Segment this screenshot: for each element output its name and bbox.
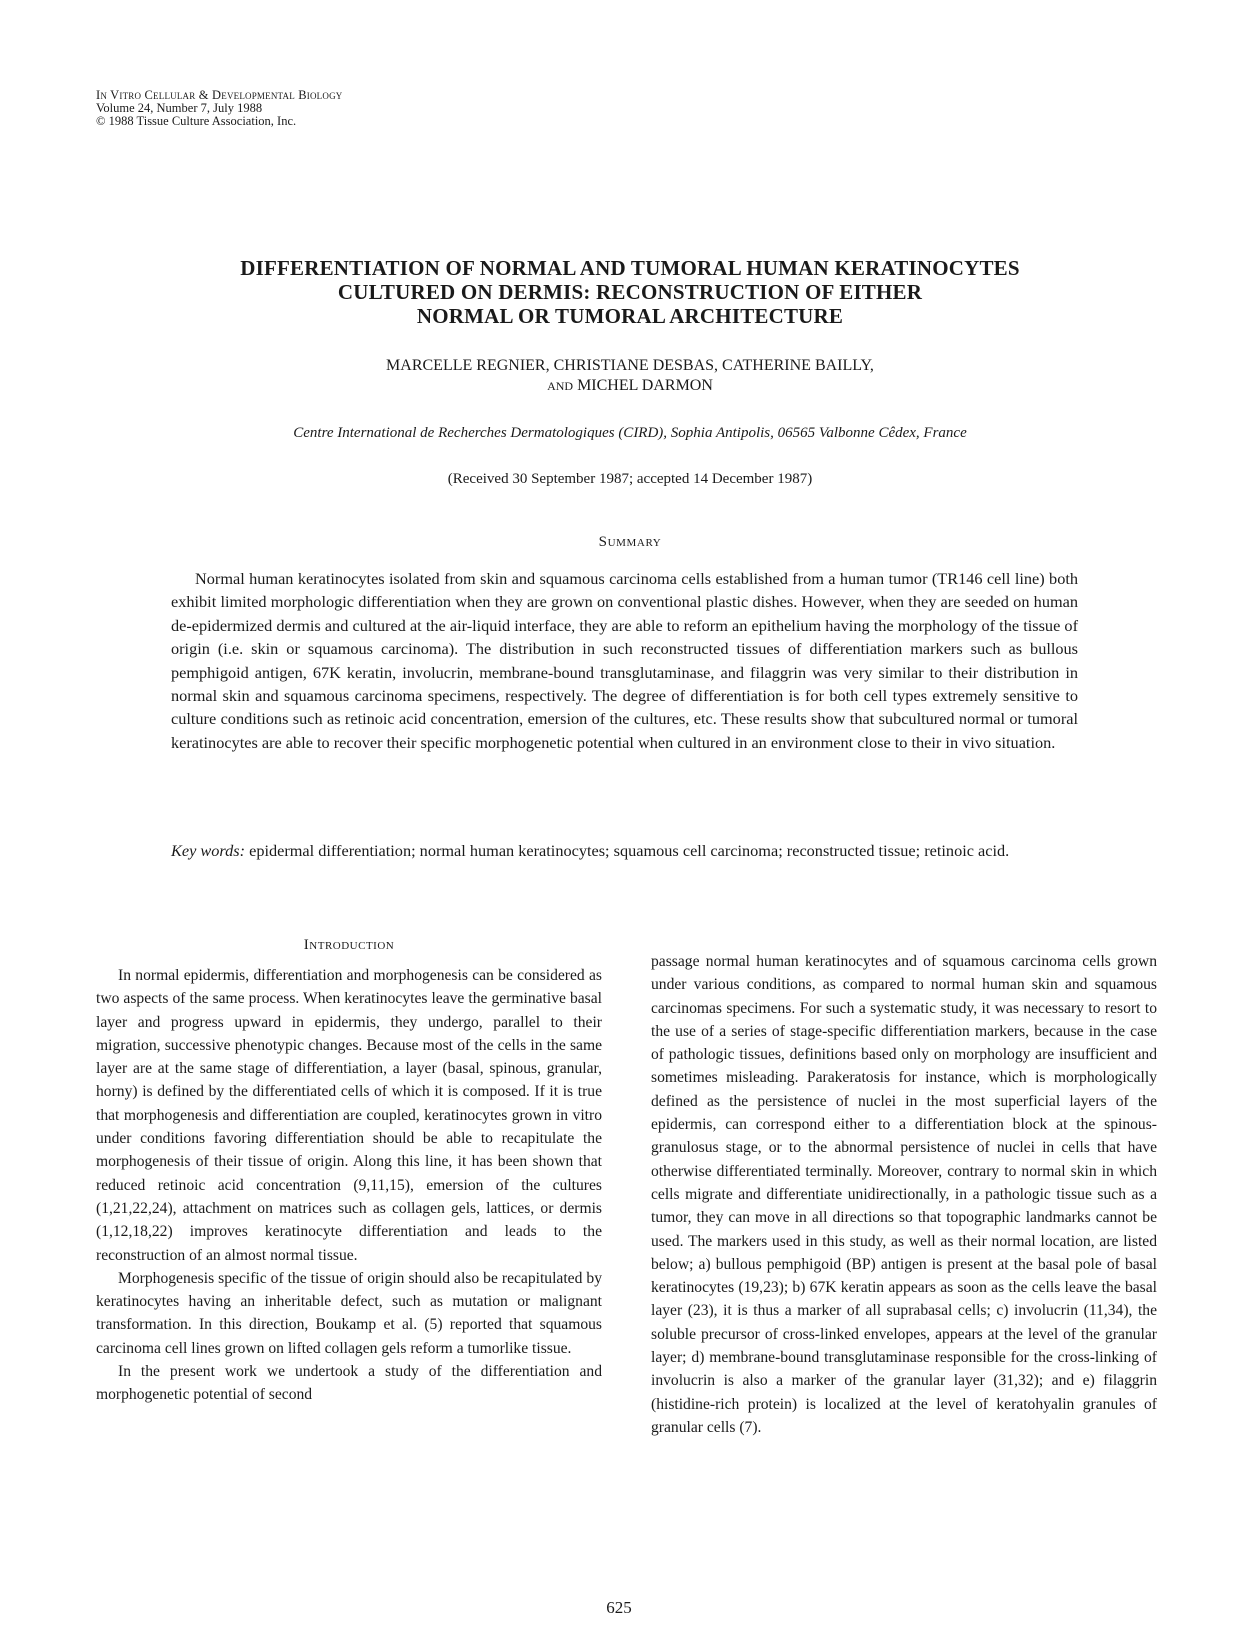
journal-volume: Volume 24, Number 7, July 1988 [96, 101, 263, 115]
introduction-heading: Introduction [303, 937, 395, 953]
intro-paragraph-2: Morphogenesis specific of the tissue of origin should also be recapitulated by keratinocytes having an inheritable defect, such as mutation or malignant transformation. In this direction, Boukamp et al. (5) reported that squamous carcinoma cell lines grown on lifted collagen gels reform a tumorlike tissue. [96, 1269, 602, 1357]
journal-copyright: © 1988 Tissue Culture Association, Inc. [96, 114, 297, 128]
intro-paragraph-3: In the present work we undertook a study of the differentiation and morphogenetic potential of second [96, 1363, 602, 1404]
authors-line-1: MARCELLE REGNIER, CHRISTIANE DESBAS, CATHERINE BAILLY, [386, 357, 874, 374]
intro-paragraph-1: In normal epidermis, differentiation and morphogenesis can be considered as two aspects of the same process. When keratinocytes leave the germinative basal layer and progress upward in epidermis, they undergo, parallel to their migration, successive phenotypic changes. Because most of the cells in the same layer are at the same stage of differentiation, a layer (basal, spinous, granular, horny) is defined by the differentiated cells of which it is composed. If it is true that morphogenesis and differentiation are coupled, keratinocytes grown in vitro under conditions favoring differentiation should be able to recapitulate the morphogenesis of their tissue of origin. Along this line, it has been shown that reduced retinoic acid concentration (9,11,15), emersion of the cultures (1,21,22,24), attachment on matrices such as collagen gels, lattices, or dermis (1,12,18,22) improves keratinocyte differentiation and leads to the reconstruction of an almost normal tissue. [96, 967, 602, 1264]
article-title [180, 256, 1080, 328]
page-number: 625 [606, 1598, 632, 1617]
summary-text: Normal human keratinocytes isolated from skin and squamous carcinoma cells established from a human tumor (TR146 cell line) both exhibit limited morphologic differentiation when they are grown on conventional plastic dishes. However, when they are seeded on human de-epidermized dermis and cultured at the air-liquid interface, they are able to reform an epithelium having the morphology of the tissue of origin (i.e. skin or squamous carcinoma). The distribution in such reconstructed tissues of differentiation markers such as bullous pemphigoid antigen, 67K keratin, involucrin, membrane-bound transglutaminase, and filaggrin was very similar to their distribution in normal skin and squamous carcinoma specimens, respectively. The degree of differentiation is for both cell types extremely sensitive to culture conditions such as retinoic acid concentration, emersion of the cultures, etc. These results show that subcultured normal or tumoral keratinocytes are able to recover their specific morphogenetic potential when cultured in an environment close to their in vivo situation. [171, 569, 1078, 752]
authors-last: MICHEL DARMON [577, 377, 713, 394]
title-line-1: DIFFERENTIATION OF NORMAL AND TUMORAL HUMAN KERATINOCYTES [240, 256, 1020, 280]
intro-paragraph-continued: passage normal human keratinocytes and of squamous carcinoma cells grown under various conditions, as compared to normal human skin and squamous carcinomas specimens. For such a systematic study, it was necessary to resort to the use of a series of stage-specific differentiation markers, because in the case of pathologic tissues, definitions based only on morphology are insufficient and sometimes misleading. Parakeratosis for instance, which is morphologically defined as the persistence of nuclei in the most superficial layers of the epidermis, can correspond either to a differentiation block at the spinous-granulosus stage, or to the abnormal persistence of nuclei in cells that have otherwise differentiated terminally. Moreover, contrary to normal skin in which cells migrate and differentiate unidirectionally, in a pathologic tissue such as a tumor, they can move in all directions so that topographic landmarks cannot be used. The markers used in this study, as well as their normal location, are listed below; a) bullous pemphigoid (BP) antigen is present at the basal pole of basal keratinocytes (19,23); b) 67K keratin appears as soon as the cells leave the basal layer (23), it is thus a marker of all suprabasal cells; c) involucrin (11,34), the soluble precursor of cross-linked envelopes, appears at the level of the granular layer; d) membrane-bound transglutaminase responsible for the cross-linking of involucrin is also a marker of the granular layer (31,32); and e) filaggrin (histidine-rich protein) is localized at the level of keratohyalin granules of granular cells (7). [651, 953, 1157, 1436]
keywords-text: epidermal differentiation; normal human keratinocytes; squamous cell carcinoma; reconstructed tissue; retinoic acid. [249, 841, 1010, 860]
title-line-2: CULTURED ON DERMIS: RECONSTRUCTION OF EITHER [337, 280, 923, 304]
authors-and: AND [547, 379, 574, 393]
authors-line-2 [180, 376, 1080, 396]
affiliation: Centre International de Recherches Dermatologiques (CIRD), Sophia Antipolis, 06565 Valbonne Cêdex, France [293, 425, 967, 441]
summary-heading: Summary [598, 534, 662, 550]
author-list [180, 356, 1080, 396]
keywords [171, 840, 1078, 862]
journal-name: In Vitro Cellular & Developmental Biology [96, 88, 343, 102]
received-dates: (Received 30 September 1987; accepted 14 December 1987) [447, 471, 813, 487]
title-line-3: NORMAL OR TUMORAL ARCHITECTURE [416, 304, 844, 328]
left-column [96, 964, 602, 1407]
keywords-label: Key words: [171, 841, 246, 860]
right-column [651, 950, 1157, 1439]
journal-header [96, 89, 342, 128]
